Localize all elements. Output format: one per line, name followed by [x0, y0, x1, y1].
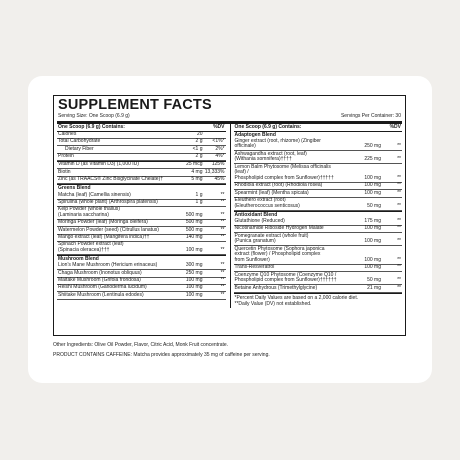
nutrient-name: Vitamin D (as Vitamin D3) (1,000 IU) — [58, 161, 139, 168]
nutrient-dv: ** — [220, 269, 225, 276]
nutrient-dv: 125% — [211, 161, 225, 168]
nutrient-dv: ** — [397, 202, 401, 209]
nutrient-name: Chaga Mushroom (Inonotus obliquus) — [58, 269, 142, 276]
caffeine-note: PRODUCT CONTAINS CAFFEINE: Matcha provides approximately 35 mg of caffeine per serving. — [53, 352, 270, 358]
nutrient-name: Trans-Resveratrol — [234, 264, 275, 271]
nutrient-dv: <1%* — [212, 138, 225, 145]
nutrient-amount: 100 mg — [364, 225, 381, 232]
nutrient-name: Protein — [58, 153, 74, 160]
nutrient-name: Moringa Powder (leaf) (Moringa oleifera) — [58, 219, 148, 226]
nutrient-name: Eleuthero extract (root) (Eleutherococcus senticosus) — [234, 197, 300, 209]
nutrient-name: Spinach Powder extract (leaf) (Spinacia oleracea)††† — [58, 241, 124, 253]
nutrient-dv: ** — [397, 156, 401, 163]
nutrient-name: Maitake Mushroom (Grifola frondosa) — [58, 277, 141, 284]
nutrient-dv: ** — [220, 191, 225, 198]
nutrient-amount: 250 mg — [364, 143, 381, 150]
nutrient-row — [234, 164, 403, 183]
nutrient-amount: 2 g — [195, 138, 203, 145]
nutrient-name: Matcha (leaf) (Camellia sinensis) — [58, 191, 131, 198]
nutrient-row — [57, 207, 226, 220]
nutrient-amount: 21 mg — [367, 284, 381, 291]
nutrient-name: Biotin — [58, 168, 71, 175]
nutrient-name: Rhodiola extract (root) (Rhodiola rosea) — [234, 182, 323, 189]
nutrient-name: Watermelon Powder (seed) (Citrullus lanatus) — [58, 226, 159, 233]
nutrient-dv: ** — [220, 211, 225, 218]
nutrient-dv: ** — [397, 257, 401, 264]
nutrient-row — [234, 246, 403, 265]
nutrient-amount: 100 mg — [364, 182, 381, 189]
supplement-facts-panel — [53, 95, 406, 336]
nutrient-name: Shiitake Mushroom (Lentinula edodes) — [58, 291, 144, 298]
facts-columns — [57, 124, 402, 309]
panel-title: SUPPLEMENT FACTS — [58, 97, 212, 113]
nutrient-dv: ** — [220, 198, 225, 205]
nutrient-name: Coenzyme Q10 Phytosome (Coenzyme Q10 / Phospholipid complex from Sunflower)†††††† — [234, 271, 337, 284]
nutrient-name: Glutathione (Reduced) — [234, 218, 285, 225]
nutrient-dv: 13,333% — [204, 168, 225, 175]
nutrient-row — [57, 154, 226, 161]
nutrient-amount: 100 mg — [185, 284, 203, 291]
nutrient-name: Mango extract (leaf) (Mangifera indica)†† — [58, 233, 150, 240]
nutrient-row — [234, 151, 403, 164]
nutrient-amount: 100 mg — [364, 257, 381, 264]
nutrient-amount: <1 g — [192, 145, 203, 152]
nutrient-dv: ** — [220, 277, 225, 284]
nutrient-name: Zinc (as TRAACS® Zinc Bisglycinate Chelate)† — [58, 176, 164, 183]
nutrient-amount: 1 g — [195, 198, 203, 205]
nutrient-amount: 175 mg — [364, 218, 381, 225]
left-column — [57, 124, 226, 309]
nutrient-name: Total Carbohydrate — [58, 138, 101, 145]
servings-per-container: Servings Per Container: 30 — [340, 113, 401, 119]
nutrient-name: Kelp Powder (whole thallus) (Laminaria saccharina) — [58, 206, 120, 218]
nutrient-dv: ** — [397, 189, 401, 196]
nutrient-name: Ashwagandha extract (root, leaf) (Withania somnifera)†††† — [234, 150, 307, 163]
nutrient-dv: ** — [397, 284, 401, 291]
nutrient-amount: 20 — [196, 130, 203, 137]
nutrient-amount: 100 mg — [364, 238, 381, 245]
nutrient-dv: ** — [220, 284, 225, 291]
label-footer — [53, 340, 413, 360]
nutrient-row — [234, 272, 403, 285]
nutrient-dv: ** — [220, 262, 225, 269]
nutrient-amount: 1 g — [195, 191, 203, 198]
nutrient-amount: 100 mg — [185, 277, 203, 284]
nutrient-name: Pomegranate extract (whole fruit) (Punica granatum) — [234, 232, 309, 245]
nutrient-name: Lion's Mane Mushroom (Hericium erinaceus) — [58, 262, 158, 269]
nutrient-amount: 100 mg — [364, 264, 381, 271]
other-ingredients: Other Ingredients: Olive Oil Powder, Flavor, Citric Acid, Monk Fruit concentrate. — [53, 342, 229, 348]
nutrient-name: Spirulina (whole plant) (Arthrospira platensis) — [58, 198, 158, 205]
nutrient-dv: 45% — [214, 176, 225, 183]
serving-info — [57, 113, 402, 124]
nutrient-amount: 140 mg — [185, 233, 203, 240]
nutrient-dv: ** — [220, 291, 225, 298]
dv-footnotes: *Percent Daily Values are based on a 2,000 calorie diet. **Daily Value (DV) not established. — [234, 293, 403, 308]
nutrient-row — [234, 285, 403, 292]
nutrient-dv: ** — [220, 233, 225, 240]
nutrient-amount: 2 g — [195, 153, 203, 160]
nutrient-dv: ** — [397, 143, 401, 150]
serving-size: Serving Size: One Scoop (6.9 g) — [58, 113, 130, 119]
nutrient-row — [57, 242, 226, 255]
nutrient-dv: ** — [397, 238, 401, 245]
nutrient-amount: 500 mg — [185, 219, 203, 226]
nutrient-amount: 100 mg — [185, 246, 203, 253]
nutrient-amount: 5 mg — [191, 176, 203, 183]
nutrient-amount: 25 mcg — [186, 161, 203, 168]
nutrient-dv: ** — [397, 264, 401, 271]
nutrient-amount: 100 mg — [364, 175, 381, 182]
nutrient-dv: ** — [397, 175, 401, 182]
nutrient-dv: ** — [220, 219, 225, 226]
nutrient-dv: ** — [397, 277, 401, 284]
nutrient-name: Quercetin Phytosome (Sophora japonica extract (flower) / Phospholipid complex from Sunflower) — [234, 245, 325, 264]
nutrient-row — [234, 233, 403, 246]
nutrient-name: Betaine Anhydrous (Trimethylglycine) — [234, 284, 318, 291]
nutrient-dv: ** — [220, 226, 225, 233]
nutrient-row — [57, 292, 226, 299]
nutrient-name: Reishi Mushroom (Ganoderma lucidum) — [58, 284, 147, 291]
nutrient-dv: 2%* — [215, 145, 225, 152]
right-column — [230, 124, 403, 309]
nutrient-dv: ** — [220, 246, 225, 253]
nutrient-amount: 500 mg — [185, 211, 203, 218]
nutrient-name: Calories — [58, 130, 77, 137]
nutrient-amount: 100 mg — [364, 189, 381, 196]
nutrient-amount: 100 mg — [185, 291, 203, 298]
nutrient-dv: ** — [397, 225, 401, 232]
nutrient-name: Lemon Balm Phytosome (Melissa officinalis (leaf) / Phospholipid complex from Sunflower)††††† — [234, 163, 334, 182]
nutrient-name: Dietary Fiber — [65, 145, 94, 152]
nutrient-name: Ginger extract (root, rhizome) (Zingiber officinale) — [234, 137, 321, 150]
blend-title: Antioxidant Blend — [234, 211, 403, 219]
nutrient-dv: ** — [397, 218, 401, 225]
nutrient-amount: 50 mg — [367, 277, 381, 284]
nutrient-amount: 300 mg — [185, 262, 203, 269]
nutrient-row — [234, 198, 403, 211]
nutrient-amount: 4 mg — [191, 168, 203, 175]
left-column-header: One Scoop (6.9 g) Contains: %DV — [58, 123, 225, 130]
blend-title: Greens Blend — [57, 184, 226, 192]
blend-title: Adaptogen Blend — [234, 131, 276, 138]
nutrient-dv: 4%* — [215, 153, 225, 160]
nutrient-amount: 225 mg — [364, 156, 381, 163]
nutrient-amount: 500 mg — [185, 226, 203, 233]
nutrient-amount: 250 mg — [185, 269, 203, 276]
blend-title: Mushroom Blend — [57, 255, 226, 263]
nutrient-row — [57, 177, 226, 184]
nutrient-amount: 50 mg — [367, 202, 381, 209]
nutrient-row — [234, 139, 403, 152]
nutrient-dv: ** — [397, 182, 401, 189]
nutrient-name: Nicotinamide Riboside Hydrogen Malate — [234, 225, 324, 232]
nutrient-name: Spearmint (leaf) (Mentha spicata) — [234, 189, 309, 196]
right-column-header: One Scoop (6.9 g) Contains: %DV — [234, 123, 401, 130]
